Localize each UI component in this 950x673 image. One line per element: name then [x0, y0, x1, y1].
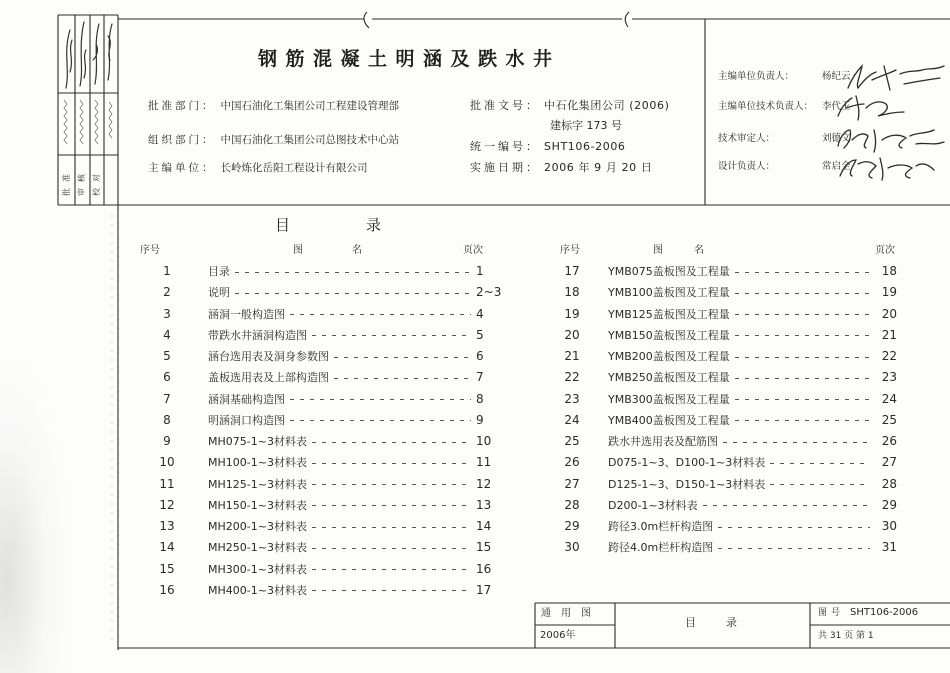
toc-row-number: 10	[159, 455, 175, 470]
toc-row	[150, 558, 510, 579]
responsible-name: 杨纪云	[822, 71, 851, 82]
title-block-sheet-title: 目录	[685, 615, 767, 629]
toc-row-title: D075-1~3、D100-1~3材料表	[608, 456, 766, 470]
toc-entry	[208, 282, 506, 303]
toc-row-title: YMB100盖板图及工程量	[608, 286, 730, 300]
toc-row-number: 7	[163, 391, 171, 406]
toc-entry	[608, 473, 897, 494]
title-block-drawing-no: SHT106-2006	[850, 607, 919, 618]
toc-dot-leader	[770, 484, 870, 485]
toc-row-page: 31	[881, 540, 897, 555]
atlas-title: 钢筋混凝土明涵及跌水井	[258, 48, 561, 70]
toc-row-title: 涵洞一般构造图	[208, 307, 285, 321]
toc-row-title: 跨径4.0m栏杆构造图	[608, 541, 714, 555]
toc-row-page: 18	[881, 264, 897, 279]
toc-row-number: 28	[564, 497, 580, 512]
toc-row-page: 17	[476, 582, 492, 597]
field-label: 批准部门：	[148, 99, 216, 112]
toc-row	[555, 367, 905, 388]
toc-row-page: 11	[476, 455, 492, 470]
toc-row-page: 5	[476, 327, 484, 342]
toc-row-title: MH075-1~3材料表	[208, 435, 307, 449]
toc-entry	[208, 260, 506, 281]
toc-row-title: YMB300盖板图及工程量	[608, 392, 730, 406]
field-value: 2006 年 9 月 20 日	[544, 161, 653, 174]
toc-row-title: YMB400盖板图及工程量	[608, 413, 730, 427]
toc-entry	[608, 515, 897, 536]
side-signature-mark	[80, 22, 86, 86]
responsible-role: 技术审定人：	[718, 133, 776, 144]
toc-row	[150, 367, 510, 388]
toc-entry	[608, 367, 897, 388]
toc-row-title: MH300-1~3材料表	[208, 562, 307, 576]
toc-row-page: 19	[881, 285, 897, 300]
responsible-name: 刘德文	[822, 133, 851, 144]
toc-row-title: 明涵洞口构造图	[208, 413, 285, 427]
toc-row	[150, 473, 510, 494]
toc-row-title: MH150-1~3材料表	[208, 498, 307, 512]
toc-row-title: MH250-1~3材料表	[208, 541, 307, 555]
toc-dot-leader	[312, 527, 471, 528]
toc-row-number: 9	[163, 434, 171, 449]
toc-row-title: 涵台选用表及洞身参数图	[208, 350, 329, 364]
toc-dot-leader	[735, 378, 870, 379]
toc-dot-leader	[235, 272, 471, 273]
toc-row-number: 23	[564, 391, 580, 406]
toc-row	[555, 473, 905, 494]
toc-right-column	[555, 260, 905, 590]
toc-row-title: MH125-1~3材料表	[208, 477, 307, 491]
toc-entry	[608, 260, 897, 281]
toc-row-number: 14	[159, 540, 175, 555]
toc-row-title: YMB150盖板图及工程量	[608, 328, 730, 342]
toc-header-page: 页次	[875, 245, 895, 256]
signature-mark	[838, 130, 944, 152]
toc-row	[555, 388, 905, 409]
toc-header-number: 序号	[560, 245, 580, 256]
field-label: 批准文号：	[470, 99, 540, 112]
toc-row-number: 26	[564, 455, 580, 470]
toc-dot-leader	[290, 399, 471, 400]
toc-row	[555, 260, 905, 281]
toc-row-title: 说明	[208, 286, 230, 300]
toc-dot-leader	[334, 378, 471, 379]
toc-row-number: 24	[564, 412, 580, 427]
toc-dot-leader	[312, 548, 471, 549]
toc-dot-leader	[735, 399, 870, 400]
toc-row-page: 30	[881, 519, 897, 534]
toc-entry	[608, 345, 897, 366]
toc-row-number: 18	[564, 285, 580, 300]
toc-entry	[208, 409, 506, 430]
toc-dot-leader	[735, 420, 870, 421]
toc-entry	[208, 324, 506, 345]
effective-date	[470, 162, 652, 173]
toc-row-number: 15	[159, 561, 175, 576]
side-signature-mark	[93, 24, 99, 84]
title-block-category: 通用图	[541, 608, 601, 619]
title-block-year: 2006年	[540, 630, 576, 641]
toc-row-page: 9	[476, 412, 484, 427]
toc-row-page: 16	[476, 561, 492, 576]
toc-entry	[208, 345, 506, 366]
toc-dot-leader	[735, 272, 870, 273]
responsible-name: 常启全	[822, 161, 851, 172]
responsible-role: 主编单位负责人：	[718, 71, 795, 82]
toc-dot-leader	[735, 293, 870, 294]
side-signature-mark	[108, 24, 112, 80]
toc-row-page: 25	[881, 412, 897, 427]
approval-number	[470, 100, 669, 111]
toc-dot-leader	[703, 505, 870, 506]
toc-row	[555, 409, 905, 430]
toc-row-title: YMB125盖板图及工程量	[608, 307, 730, 321]
toc-dot-leader	[718, 548, 870, 549]
toc-entry	[608, 282, 897, 303]
side-stamp-mark	[95, 100, 98, 144]
toc-dot-leader	[312, 590, 471, 591]
toc-row-number: 27	[564, 476, 580, 491]
toc-row-title: 目录	[208, 265, 230, 279]
toc-dot-leader	[312, 442, 471, 443]
toc-row-title: YMB075盖板图及工程量	[608, 265, 730, 279]
toc-row-title: 跌水井选用表及配筋图	[608, 435, 718, 449]
toc-row-page: 13	[476, 497, 492, 512]
toc-entry	[208, 430, 506, 451]
toc-dot-leader	[235, 293, 471, 294]
toc-row-number: 21	[564, 349, 580, 364]
toc-entry	[608, 388, 897, 409]
field-label: 统一编号：	[470, 140, 540, 153]
responsible-role: 主编单位技术负责人：	[718, 101, 814, 112]
toc-dot-leader	[723, 442, 870, 443]
toc-row-title: MH400-1~3材料表	[208, 583, 307, 597]
toc-row-title: D125-1~3、D150-1~3材料表	[608, 477, 766, 491]
toc-row-page: 24	[881, 391, 897, 406]
toc-row-title: MH100-1~3材料表	[208, 456, 307, 470]
scan-noise	[0, 360, 70, 673]
toc-row-page: 22	[881, 349, 897, 364]
signature-mark	[848, 66, 944, 90]
toc-row-page: 1	[476, 264, 484, 279]
toc-row	[555, 515, 905, 536]
toc-row-page: 20	[881, 306, 897, 321]
toc-row-page: 2~3	[476, 285, 502, 300]
toc-row	[555, 324, 905, 345]
toc-left-column	[150, 260, 510, 597]
toc-dot-leader	[312, 569, 471, 570]
toc-row-page: 29	[881, 497, 897, 512]
toc-entry	[208, 515, 506, 536]
side-strip-label: 校对	[92, 168, 101, 196]
toc-row	[555, 537, 905, 558]
toc-row	[150, 303, 510, 324]
toc-row	[555, 282, 905, 303]
toc-entry	[208, 473, 506, 494]
toc-row-page: 10	[476, 434, 492, 449]
toc-dot-leader	[312, 505, 471, 506]
toc-dot-leader	[735, 335, 870, 336]
toc-row	[150, 324, 510, 345]
title-block-drawing-no-label: 图号	[818, 607, 845, 618]
toc-dot-leader	[290, 314, 471, 315]
field-label: 主编单位：	[148, 161, 216, 174]
field-value: 中石化集团公司 (2006)	[544, 99, 670, 112]
toc-row-number: 22	[564, 370, 580, 385]
toc-row-page: 4	[476, 306, 484, 321]
toc-row-page: 27	[881, 455, 897, 470]
toc-row	[150, 260, 510, 281]
toc-dot-leader	[770, 463, 870, 464]
toc-row	[150, 409, 510, 430]
toc-dot-leader	[312, 463, 471, 464]
toc-row-title: MH200-1~3材料表	[208, 520, 307, 534]
toc-title: 目录	[275, 216, 458, 234]
toc-row-number: 16	[159, 582, 175, 597]
toc-entry	[208, 367, 506, 388]
side-stamp-mark	[64, 100, 67, 144]
toc-row	[150, 345, 510, 366]
toc-row	[150, 430, 510, 451]
toc-entry	[608, 452, 897, 473]
toc-row-page: 23	[881, 370, 897, 385]
toc-row	[555, 494, 905, 515]
approval-number-line2: 建标字 173 号	[550, 119, 622, 132]
toc-row-number: 3	[163, 306, 171, 321]
toc-row	[555, 430, 905, 451]
toc-entry	[208, 558, 506, 579]
toc-row-title: D200-1~3材料表	[608, 498, 698, 512]
toc-entry	[208, 452, 506, 473]
field-value: SHT106-2006	[544, 140, 626, 153]
responsible-role: 设计负责人：	[718, 161, 776, 172]
toc-row-page: 26	[881, 434, 897, 449]
toc-dot-leader	[312, 484, 471, 485]
toc-row-number: 8	[163, 412, 171, 427]
field-value: 中国石油化工集团公司总图技术中心站	[220, 133, 399, 146]
toc-row-title: 涵洞基础构造图	[208, 392, 285, 406]
toc-row	[150, 494, 510, 515]
toc-row-number: 1	[163, 264, 171, 279]
toc-entry	[208, 494, 506, 515]
toc-dot-leader	[290, 420, 471, 421]
toc-header-name: 图	[293, 245, 303, 256]
toc-header-name: 名	[694, 245, 704, 256]
toc-row-title: 跨径3.0m栏杆构造图	[608, 520, 714, 534]
toc-row-number: 20	[564, 327, 580, 342]
toc-row-page: 21	[881, 327, 897, 342]
toc-row-number: 6	[163, 370, 171, 385]
side-stamp-mark	[109, 102, 112, 138]
field-value: 中国石油化工集团公司工程建设管理部	[220, 99, 399, 112]
toc-header-name: 名	[352, 245, 362, 256]
chief-editing-unit	[148, 163, 368, 174]
toc-row-number: 2	[163, 285, 171, 300]
toc-row-page: 8	[476, 391, 484, 406]
toc-row	[555, 345, 905, 366]
toc-row-title: 盖板选用表及上部构造图	[208, 371, 329, 385]
toc-row-title: YMB200盖板图及工程量	[608, 350, 730, 364]
toc-dot-leader	[718, 527, 870, 528]
field-label: 实施日期：	[470, 161, 540, 174]
toc-entry	[208, 388, 506, 409]
title-block-pages: 共 31 页 第 1	[818, 630, 874, 641]
toc-entry	[608, 409, 897, 430]
toc-row	[150, 537, 510, 558]
toc-row-number: 29	[564, 519, 580, 534]
toc-row-number: 4	[163, 327, 171, 342]
toc-row-page: 15	[476, 540, 492, 555]
toc-entry	[208, 303, 506, 324]
toc-row-page: 28	[881, 476, 897, 491]
toc-header-name: 图	[653, 245, 663, 256]
toc-row-number: 12	[159, 497, 175, 512]
toc-row-page: 14	[476, 519, 492, 534]
toc-entry	[608, 537, 897, 558]
toc-row-number: 19	[564, 306, 580, 321]
toc-row-number: 17	[564, 264, 580, 279]
field-label: 组织部门：	[148, 133, 216, 146]
toc-row	[150, 282, 510, 303]
side-strip-label: 审核	[77, 168, 86, 196]
toc-entry	[608, 494, 897, 515]
toc-row-number: 5	[163, 349, 171, 364]
toc-row	[150, 388, 510, 409]
toc-entry	[608, 303, 897, 324]
unified-number	[470, 141, 626, 152]
toc-row-page: 7	[476, 370, 484, 385]
toc-entry	[608, 430, 897, 451]
toc-row	[555, 452, 905, 473]
side-stamp-mark	[80, 100, 83, 144]
toc-header-number: 序号	[140, 245, 160, 256]
toc-dot-leader	[312, 335, 471, 336]
frame-top-notch	[364, 12, 629, 28]
toc-row	[150, 579, 510, 600]
toc-row	[555, 303, 905, 324]
responsible-name: 李代玉	[822, 101, 851, 112]
side-strip-label: 批准	[62, 168, 71, 196]
approving-department	[148, 101, 399, 112]
toc-row	[150, 515, 510, 536]
field-value: 长岭炼化岳阳工程设计有限公司	[220, 161, 368, 174]
toc-row-number: 13	[159, 519, 175, 534]
toc-row-title: 带跌水井涵洞构造图	[208, 328, 307, 342]
toc-dot-leader	[334, 357, 471, 358]
toc-row-page: 6	[476, 349, 484, 364]
toc-row-number: 25	[564, 434, 580, 449]
toc-entry	[208, 579, 506, 600]
signature-mark	[840, 158, 934, 180]
organizing-department	[148, 135, 399, 146]
toc-header-page: 页次	[463, 245, 483, 256]
toc-row-number: 30	[564, 540, 580, 555]
toc-row	[150, 452, 510, 473]
toc-entry	[608, 324, 897, 345]
side-signature-mark	[66, 30, 72, 88]
toc-row-page: 12	[476, 476, 492, 491]
toc-dot-leader	[735, 314, 870, 315]
toc-row-title: YMB250盖板图及工程量	[608, 371, 730, 385]
toc-entry	[208, 537, 506, 558]
toc-row-number: 11	[159, 476, 175, 491]
toc-dot-leader	[735, 357, 870, 358]
